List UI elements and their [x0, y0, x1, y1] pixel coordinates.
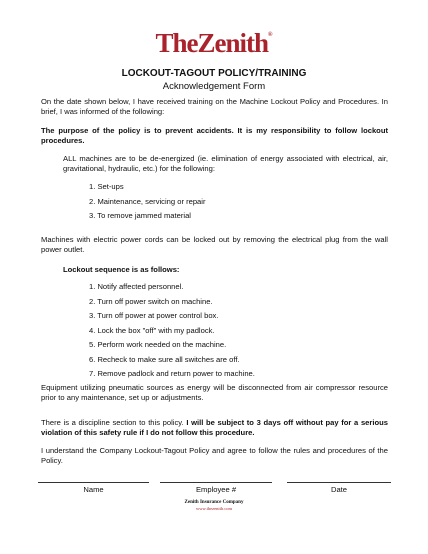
deenergize-paragraph: ALL machines are to be de-energized (ie. elimination of energy associated with electrical, air, gravitational, hydraulic, etc.) for the following:: [63, 154, 388, 174]
list-item: 7. Remove padlock and return power to machine.: [89, 369, 255, 378]
understand-paragraph: I understand the Company Lockout-Tagout Policy and agree to follow the rules and procedures of the Policy.: [41, 446, 388, 466]
form-title: LOCKOUT-TAGOUT POLICY/TRAINING: [121, 68, 307, 79]
date-signature-line[interactable]: [287, 482, 391, 483]
discipline-text: There is a discipline section to this policy.: [41, 418, 184, 427]
list-item: 4. Lock the box "off" with my padlock.: [89, 325, 215, 335]
company-logo: [0, 30, 428, 57]
list-item: 5. Perform work needed on the machine.: [89, 340, 227, 349]
form-subtitle: Acknowledgement Form: [162, 81, 266, 92]
registered-mark: ®: [268, 32, 273, 38]
employee-number-label: Employee #: [195, 485, 237, 494]
intro-paragraph: On the date shown below, I have received training on the Machine Lockout Policy and Procedures. In brief, I was informed of the following:: [41, 97, 388, 117]
discipline-paragraph: [41, 418, 388, 439]
electric-paragraph: Machines with electric power cords can be locked out by removing the electrical plug from the wall power outlet.: [41, 235, 388, 255]
sequence-heading: Lockout sequence is as follows:: [63, 265, 180, 274]
list-item: 3. Turn off power at power control box.: [89, 311, 219, 320]
list-item: 1. Set-ups: [89, 182, 124, 191]
list-item: 3. To remove jammed material: [89, 211, 191, 220]
name-label: Name: [83, 485, 104, 494]
list-item: 6. Recheck to make sure all switches are off.: [89, 354, 240, 364]
list-item: 1. Notify affected personnel.: [89, 282, 184, 291]
pneumatic-paragraph: Equipment utilizing pneumatic sources as energy will be disconnected from air compressor resource prior to any maintenance, set up or adjustments.: [41, 383, 388, 403]
name-signature-line[interactable]: [38, 482, 149, 483]
list-item: 2. Turn off power switch on machine.: [89, 296, 213, 306]
employee-signature-line[interactable]: [160, 482, 272, 483]
discipline-warning: I will be subject to 3 days off without pay for a serious violation of this safety rule if I do not follow this procedure.: [41, 418, 388, 438]
purpose-paragraph: The purpose of the policy is to prevent accidents. It is my responsibility to follow lockout procedures.: [41, 126, 388, 146]
logo-text: TheZenith: [155, 28, 269, 58]
sequence-list: [89, 282, 255, 384]
footer-company: Zenith Insurance Company: [184, 500, 244, 505]
date-label: Date: [330, 485, 348, 494]
footer-website: www.thezenith.com: [196, 506, 232, 511]
list-item: 2. Maintenance, servicing or repair: [89, 196, 206, 206]
deenergize-list: [89, 182, 206, 226]
